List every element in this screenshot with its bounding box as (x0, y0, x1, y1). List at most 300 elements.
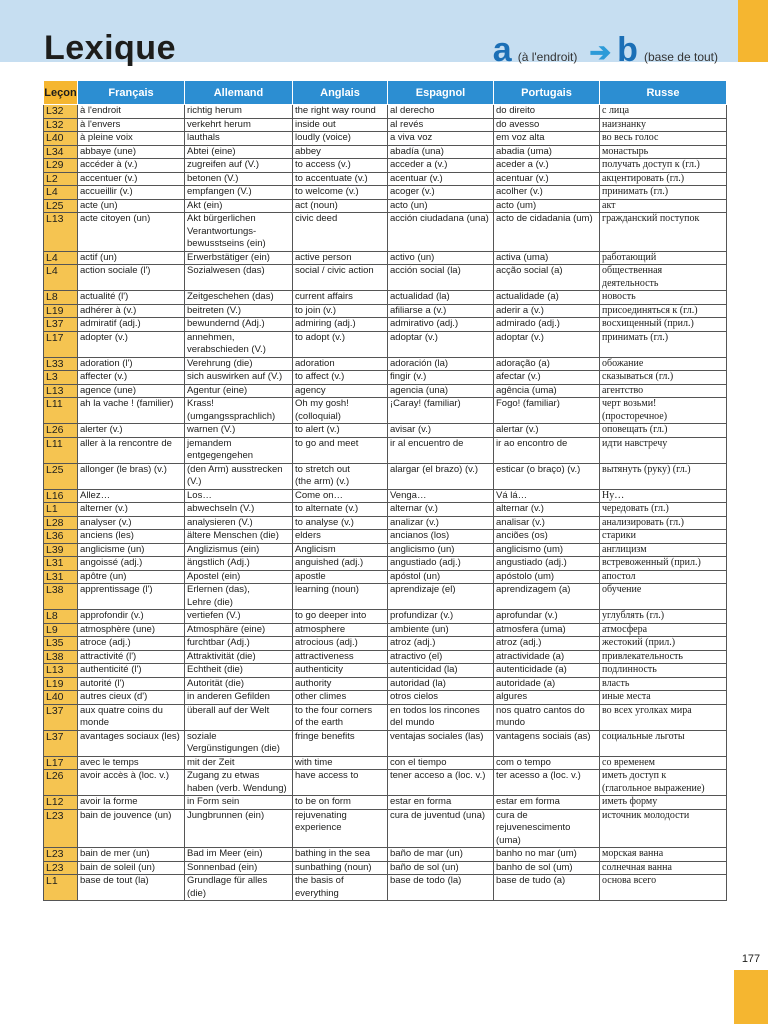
cell-portugais: do direito (494, 105, 600, 119)
cell-lecon: L40 (44, 132, 78, 146)
cell-portugais: alternar (v.) (494, 503, 600, 517)
table-row (44, 384, 727, 398)
cell-espagnol: abadía (una) (388, 145, 494, 159)
cell-francais: à l'envers (78, 118, 185, 132)
cell-francais: admiratif (adj.) (78, 318, 185, 332)
cell-russe: чередовать (гл.) (600, 503, 727, 517)
cell-espagnol: atractivo (el) (388, 650, 494, 664)
table-row (44, 437, 727, 463)
table-row (44, 677, 727, 691)
cell-francais: affecter (v.) (78, 371, 185, 385)
cell-espagnol: acoger (v.) (388, 186, 494, 200)
cell-francais: actualité (l') (78, 291, 185, 305)
cell-portugais: activa (uma) (494, 251, 600, 265)
cell-lecon: L8 (44, 610, 78, 624)
cell-francais: approfondir (v.) (78, 610, 185, 624)
cell-espagnol: admirativo (adj.) (388, 318, 494, 332)
cell-allemand: Attraktivität (die) (185, 650, 293, 664)
cell-espagnol: adoración (la) (388, 357, 494, 371)
cell-espagnol: estar en forma (388, 796, 494, 810)
cell-anglais: Come on… (293, 489, 388, 503)
cell-portugais: estar em forma (494, 796, 600, 810)
cell-francais: adoration (l') (78, 357, 185, 371)
column-header-anglais: Anglais (293, 81, 388, 105)
table-row (44, 265, 727, 291)
cell-portugais: actualidade (a) (494, 291, 600, 305)
cell-russe: акт (600, 199, 727, 213)
cell-allemand: Autorität (die) (185, 677, 293, 691)
cell-anglais: authority (293, 677, 388, 691)
cell-portugais: em voz alta (494, 132, 600, 146)
cell-lecon: L2 (44, 172, 78, 186)
cell-russe: власть (600, 677, 727, 691)
cell-portugais: Vá lá… (494, 489, 600, 503)
column-header-francais: Français (78, 81, 185, 105)
cell-russe: во весь голос (600, 132, 727, 146)
cell-allemand: Sonnenbad (ein) (185, 861, 293, 875)
cell-anglais: inside out (293, 118, 388, 132)
cell-francais: aller à la rencontre de (78, 437, 185, 463)
cell-espagnol: analizar (v.) (388, 516, 494, 530)
cell-anglais: to stretch out (the arm) (v.) (293, 463, 388, 489)
cell-francais: autorité (l') (78, 677, 185, 691)
cell-lecon: L9 (44, 623, 78, 637)
cell-russe: иные места (600, 691, 727, 705)
cell-portugais: agência (uma) (494, 384, 600, 398)
cell-francais: accueillir (v.) (78, 186, 185, 200)
cell-portugais: cura de rejuvenescimento (uma) (494, 809, 600, 848)
cell-russe: подлинность (600, 664, 727, 678)
cell-francais: bain de jouvence (un) (78, 809, 185, 848)
cell-espagnol: activo (un) (388, 251, 494, 265)
cell-francais: analyser (v.) (78, 516, 185, 530)
cell-russe: обожание (600, 357, 727, 371)
accent-tab-bottom (734, 970, 768, 1024)
cell-anglais: to affect (v.) (293, 371, 388, 385)
cell-espagnol: otros cielos (388, 691, 494, 705)
arrow-right-icon: ➔ (589, 37, 612, 67)
cell-russe: присоединяться к (гл.) (600, 304, 727, 318)
cell-anglais: Anglicism (293, 543, 388, 557)
cell-lecon: L25 (44, 199, 78, 213)
cell-allemand: ängstlich (Adj.) (185, 557, 293, 571)
cell-portugais: acção social (a) (494, 265, 600, 291)
cell-anglais: bathing in the sea (293, 848, 388, 862)
range-end-note: (base de tout) (643, 50, 718, 64)
cell-anglais: abbey (293, 145, 388, 159)
cell-allemand: annehmen, verabschieden (V.) (185, 331, 293, 357)
table-row (44, 796, 727, 810)
cell-espagnol: atroz (adj.) (388, 637, 494, 651)
cell-francais: apôtre (un) (78, 570, 185, 584)
cell-espagnol: ir al encuentro de (388, 437, 494, 463)
cell-lecon: L26 (44, 424, 78, 438)
cell-allemand: sich auswirken auf (V.) (185, 371, 293, 385)
cell-russe: морская ванна (600, 848, 727, 862)
table-row (44, 424, 727, 438)
cell-lecon: L23 (44, 861, 78, 875)
table-body (44, 105, 727, 901)
cell-francais: attractivité (l') (78, 650, 185, 664)
cell-russe: старики (600, 530, 727, 544)
cell-espagnol: aprendizaje (el) (388, 584, 494, 610)
cell-lecon: L37 (44, 730, 78, 756)
cell-portugais: aprendizagem (a) (494, 584, 600, 610)
cell-portugais: atroz (adj.) (494, 637, 600, 651)
cell-anglais: to analyse (v.) (293, 516, 388, 530)
cell-francais: authenticité (l') (78, 664, 185, 678)
cell-portugais: autoridade (a) (494, 677, 600, 691)
cell-allemand: Abtei (eine) (185, 145, 293, 159)
cell-espagnol: acto (un) (388, 199, 494, 213)
cell-lecon: L16 (44, 489, 78, 503)
cell-portugais: autenticidade (a) (494, 664, 600, 678)
cell-francais: atroce (adj.) (78, 637, 185, 651)
cell-francais: à pleine voix (78, 132, 185, 146)
cell-francais: angoissé (adj.) (78, 557, 185, 571)
cell-allemand: vertiefen (V.) (185, 610, 293, 624)
cell-russe: англицизм (600, 543, 727, 557)
cell-anglais: learning (noun) (293, 584, 388, 610)
cell-espagnol: agencia (una) (388, 384, 494, 398)
lexicon-table (43, 80, 727, 901)
table-row (44, 145, 727, 159)
cell-allemand: soziale Vergünstigungen (die) (185, 730, 293, 756)
cell-portugais: abadia (uma) (494, 145, 600, 159)
cell-portugais: atractividade (a) (494, 650, 600, 664)
cell-allemand: Erlernen (das), Lehre (die) (185, 584, 293, 610)
cell-russe: сказываться (гл.) (600, 371, 727, 385)
cell-portugais: banho no mar (um) (494, 848, 600, 862)
table-row (44, 489, 727, 503)
cell-allemand: Akt bürgerlichen Verantwortungs- bewusstseins (ein) (185, 213, 293, 252)
cell-francais: action sociale (l') (78, 265, 185, 291)
cell-anglais: to go deeper into (293, 610, 388, 624)
cell-russe: апостол (600, 570, 727, 584)
range-start-note: (à l'endroit) (517, 50, 578, 64)
cell-lecon: L25 (44, 463, 78, 489)
cell-lecon: L13 (44, 213, 78, 252)
cell-russe: общественная деятельность (600, 265, 727, 291)
cell-allemand: in anderen Gefilden (185, 691, 293, 705)
cell-anglais: elders (293, 530, 388, 544)
cell-espagnol: apóstol (un) (388, 570, 494, 584)
cell-espagnol: profundizar (v.) (388, 610, 494, 624)
cell-francais: accentuer (v.) (78, 172, 185, 186)
table-row (44, 730, 727, 756)
cell-allemand: Krass! (umgangssprachlich) (185, 398, 293, 424)
cell-anglais: civic deed (293, 213, 388, 252)
cell-francais: à l'endroit (78, 105, 185, 119)
cell-espagnol: ambiente (un) (388, 623, 494, 637)
cell-russe: солнечная ванна (600, 861, 727, 875)
cell-lecon: L37 (44, 704, 78, 730)
cell-allemand: Zugang zu etwas haben (verb. Wendung) (185, 770, 293, 796)
cell-portugais: ter acesso a (loc. v.) (494, 770, 600, 796)
alphabet-range (493, 30, 724, 70)
cell-allemand: Erwerbstätiger (ein) (185, 251, 293, 265)
cell-russe: Ну… (600, 489, 727, 503)
cell-espagnol: acción social (la) (388, 265, 494, 291)
cell-lecon: L36 (44, 530, 78, 544)
cell-lecon: L26 (44, 770, 78, 796)
table-row (44, 159, 727, 173)
cell-anglais: authenticity (293, 664, 388, 678)
cell-allemand: richtig herum (185, 105, 293, 119)
cell-espagnol: tener acceso a (loc. v.) (388, 770, 494, 796)
cell-allemand: Grundlage für alles (die) (185, 875, 293, 901)
cell-portugais: apóstolo (um) (494, 570, 600, 584)
column-header-allemand: Allemand (185, 81, 293, 105)
cell-russe: источник молодости (600, 809, 727, 848)
cell-portugais: adoração (a) (494, 357, 600, 371)
table-row (44, 704, 727, 730)
cell-espagnol: adoptar (v.) (388, 331, 494, 357)
table-row (44, 398, 727, 424)
cell-allemand: empfangen (V.) (185, 186, 293, 200)
cell-anglais: atmosphere (293, 623, 388, 637)
cell-francais: avoir accès à (loc. v.) (78, 770, 185, 796)
table-row (44, 331, 727, 357)
table-row (44, 557, 727, 571)
cell-allemand: zugreifen auf (V.) (185, 159, 293, 173)
range-end-letter: b (617, 31, 638, 69)
cell-anglais: atrocious (adj.) (293, 637, 388, 651)
cell-allemand: Los… (185, 489, 293, 503)
cell-francais: anglicisme (un) (78, 543, 185, 557)
cell-anglais: the basis of everything (293, 875, 388, 901)
cell-allemand: lauthals (185, 132, 293, 146)
cell-anglais: active person (293, 251, 388, 265)
cell-lecon: L1 (44, 875, 78, 901)
cell-allemand: analysieren (V.) (185, 516, 293, 530)
cell-russe: социальные льготы (600, 730, 727, 756)
cell-anglais: to be on form (293, 796, 388, 810)
cell-russe: основа всего (600, 875, 727, 901)
table-row (44, 186, 727, 200)
cell-francais: alterner (v.) (78, 503, 185, 517)
table-row (44, 118, 727, 132)
cell-portugais: adoptar (v.) (494, 331, 600, 357)
cell-portugais: anciões (os) (494, 530, 600, 544)
cell-espagnol: baño de sol (un) (388, 861, 494, 875)
cell-portugais: alertar (v.) (494, 424, 600, 438)
cell-espagnol: actualidad (la) (388, 291, 494, 305)
cell-espagnol: base de todo (la) (388, 875, 494, 901)
cell-anglais: Oh my gosh! (colloquial) (293, 398, 388, 424)
table-row (44, 543, 727, 557)
cell-francais: bain de mer (un) (78, 848, 185, 862)
cell-portugais: aprofundar (v.) (494, 610, 600, 624)
cell-allemand: (den Arm) ausstrecken (V.) (185, 463, 293, 489)
cell-lecon: L3 (44, 371, 78, 385)
column-header-espagnol: Espagnol (388, 81, 494, 105)
cell-lecon: L37 (44, 318, 78, 332)
cell-allemand: verkehrt herum (185, 118, 293, 132)
cell-lecon: L31 (44, 570, 78, 584)
cell-anglais: with time (293, 756, 388, 770)
cell-allemand: Anglizismus (ein) (185, 543, 293, 557)
cell-portugais: admirado (adj.) (494, 318, 600, 332)
cell-allemand: abwechseln (V.) (185, 503, 293, 517)
cell-allemand: Bad im Meer (ein) (185, 848, 293, 862)
table-row (44, 875, 727, 901)
column-header-lecon: Leçon (44, 81, 78, 105)
cell-francais: acte citoyen (un) (78, 213, 185, 252)
cell-lecon: L38 (44, 650, 78, 664)
cell-anglais: apostle (293, 570, 388, 584)
table-row (44, 530, 727, 544)
cell-lecon: L39 (44, 543, 78, 557)
cell-lecon: L33 (44, 357, 78, 371)
cell-portugais: banho de sol (um) (494, 861, 600, 875)
cell-anglais: other climes (293, 691, 388, 705)
table-row (44, 213, 727, 252)
cell-lecon: L38 (44, 584, 78, 610)
cell-anglais: act (noun) (293, 199, 388, 213)
cell-anglais: to welcome (v.) (293, 186, 388, 200)
cell-allemand: Agentur (eine) (185, 384, 293, 398)
accent-tab-top (738, 0, 768, 62)
cell-espagnol: anglicismo (un) (388, 543, 494, 557)
cell-anglais: sunbathing (noun) (293, 861, 388, 875)
cell-portugais: aderir a (v.) (494, 304, 600, 318)
cell-francais: abbaye (une) (78, 145, 185, 159)
cell-russe: восхищенный (прил.) (600, 318, 727, 332)
cell-russe: агентство (600, 384, 727, 398)
cell-francais: avec le temps (78, 756, 185, 770)
cell-russe: гражданский поступок (600, 213, 727, 252)
table-row (44, 503, 727, 517)
cell-allemand: Jungbrunnen (ein) (185, 809, 293, 848)
cell-anglais: admiring (adj.) (293, 318, 388, 332)
cell-espagnol: autenticidad (la) (388, 664, 494, 678)
cell-lecon: L11 (44, 437, 78, 463)
table-row (44, 623, 727, 637)
cell-russe: работающий (600, 251, 727, 265)
cell-anglais: have access to (293, 770, 388, 796)
cell-francais: base de tout (la) (78, 875, 185, 901)
cell-allemand: furchtbar (Adj.) (185, 637, 293, 651)
table-row (44, 199, 727, 213)
range-start-letter: a (492, 31, 512, 69)
cell-anglais: attractiveness (293, 650, 388, 664)
cell-lecon: L35 (44, 637, 78, 651)
cell-lecon: L31 (44, 557, 78, 571)
table-row (44, 304, 727, 318)
cell-russe: получать доступ к (гл.) (600, 159, 727, 173)
cell-francais: acte (un) (78, 199, 185, 213)
cell-allemand: Zeitgeschehen (das) (185, 291, 293, 305)
cell-espagnol: angustiado (adj.) (388, 557, 494, 571)
table-row (44, 371, 727, 385)
table-row (44, 251, 727, 265)
cell-francais: Allez… (78, 489, 185, 503)
cell-russe: привлекательность (600, 650, 727, 664)
cell-allemand: Sozialwesen (das) (185, 265, 293, 291)
cell-lecon: L19 (44, 304, 78, 318)
cell-espagnol: a viva voz (388, 132, 494, 146)
cell-portugais: algures (494, 691, 600, 705)
cell-francais: avantages sociaux (les) (78, 730, 185, 756)
cell-francais: bain de soleil (un) (78, 861, 185, 875)
cell-portugais: acentuar (v.) (494, 172, 600, 186)
table-row (44, 637, 727, 651)
cell-portugais: esticar (o braço) (v.) (494, 463, 600, 489)
cell-lecon: L4 (44, 186, 78, 200)
cell-russe: оповещать (гл.) (600, 424, 727, 438)
cell-anglais: to accentuate (v.) (293, 172, 388, 186)
cell-russe: черт возьми! (просторечное) (600, 398, 727, 424)
cell-espagnol: ancianos (los) (388, 530, 494, 544)
cell-francais: alerter (v.) (78, 424, 185, 438)
cell-portugais: afectar (v.) (494, 371, 600, 385)
cell-anglais: loudly (voice) (293, 132, 388, 146)
cell-lecon: L8 (44, 291, 78, 305)
cell-francais: agence (une) (78, 384, 185, 398)
cell-anglais: to join (v.) (293, 304, 388, 318)
cell-espagnol: ¡Caray! (familiar) (388, 398, 494, 424)
cell-anglais: current affairs (293, 291, 388, 305)
cell-anglais: social / civic action (293, 265, 388, 291)
cell-lecon: L17 (44, 331, 78, 357)
table-row (44, 105, 727, 119)
cell-russe: жестокий (прил.) (600, 637, 727, 651)
table-row (44, 570, 727, 584)
cell-portugais: angustiado (adj.) (494, 557, 600, 571)
cell-francais: aux quatre coins du monde (78, 704, 185, 730)
cell-russe: во всех уголках мира (600, 704, 727, 730)
cell-russe: со временем (600, 756, 727, 770)
cell-allemand: betonen (V.) (185, 172, 293, 186)
table-row (44, 861, 727, 875)
cell-russe: принимать (гл.) (600, 186, 727, 200)
table-row (44, 848, 727, 862)
cell-allemand: jemandem entgegengehen (185, 437, 293, 463)
cell-francais: actif (un) (78, 251, 185, 265)
cell-espagnol: baño de mar (un) (388, 848, 494, 862)
column-header-portugais: Portugais (494, 81, 600, 105)
column-header-russe: Russe (600, 81, 727, 105)
cell-portugais: nos quatro cantos do mundo (494, 704, 600, 730)
cell-francais: adhérer à (v.) (78, 304, 185, 318)
cell-espagnol: acción ciudadana (una) (388, 213, 494, 252)
cell-espagnol: acentuar (v.) (388, 172, 494, 186)
cell-russe: углублять (гл.) (600, 610, 727, 624)
cell-lecon: L32 (44, 118, 78, 132)
cell-russe: иметь форму (600, 796, 727, 810)
cell-anglais: fringe benefits (293, 730, 388, 756)
cell-espagnol: afiliarse a (v.) (388, 304, 494, 318)
cell-lecon: L19 (44, 677, 78, 691)
cell-espagnol: avisar (v.) (388, 424, 494, 438)
cell-lecon: L17 (44, 756, 78, 770)
cell-allemand: bewundernd (Adj.) (185, 318, 293, 332)
table-row (44, 291, 727, 305)
table-row (44, 172, 727, 186)
cell-allemand: in Form sein (185, 796, 293, 810)
cell-anglais: rejuvenating experience (293, 809, 388, 848)
cell-lecon: L11 (44, 398, 78, 424)
cell-russe: вытянуть (руку) (гл.) (600, 463, 727, 489)
cell-anglais: anguished (adj.) (293, 557, 388, 571)
table-row (44, 650, 727, 664)
cell-espagnol: alternar (v.) (388, 503, 494, 517)
cell-francais: ah la vache ! (familier) (78, 398, 185, 424)
table-row (44, 691, 727, 705)
cell-espagnol: Venga… (388, 489, 494, 503)
cell-francais: atmosphère (une) (78, 623, 185, 637)
